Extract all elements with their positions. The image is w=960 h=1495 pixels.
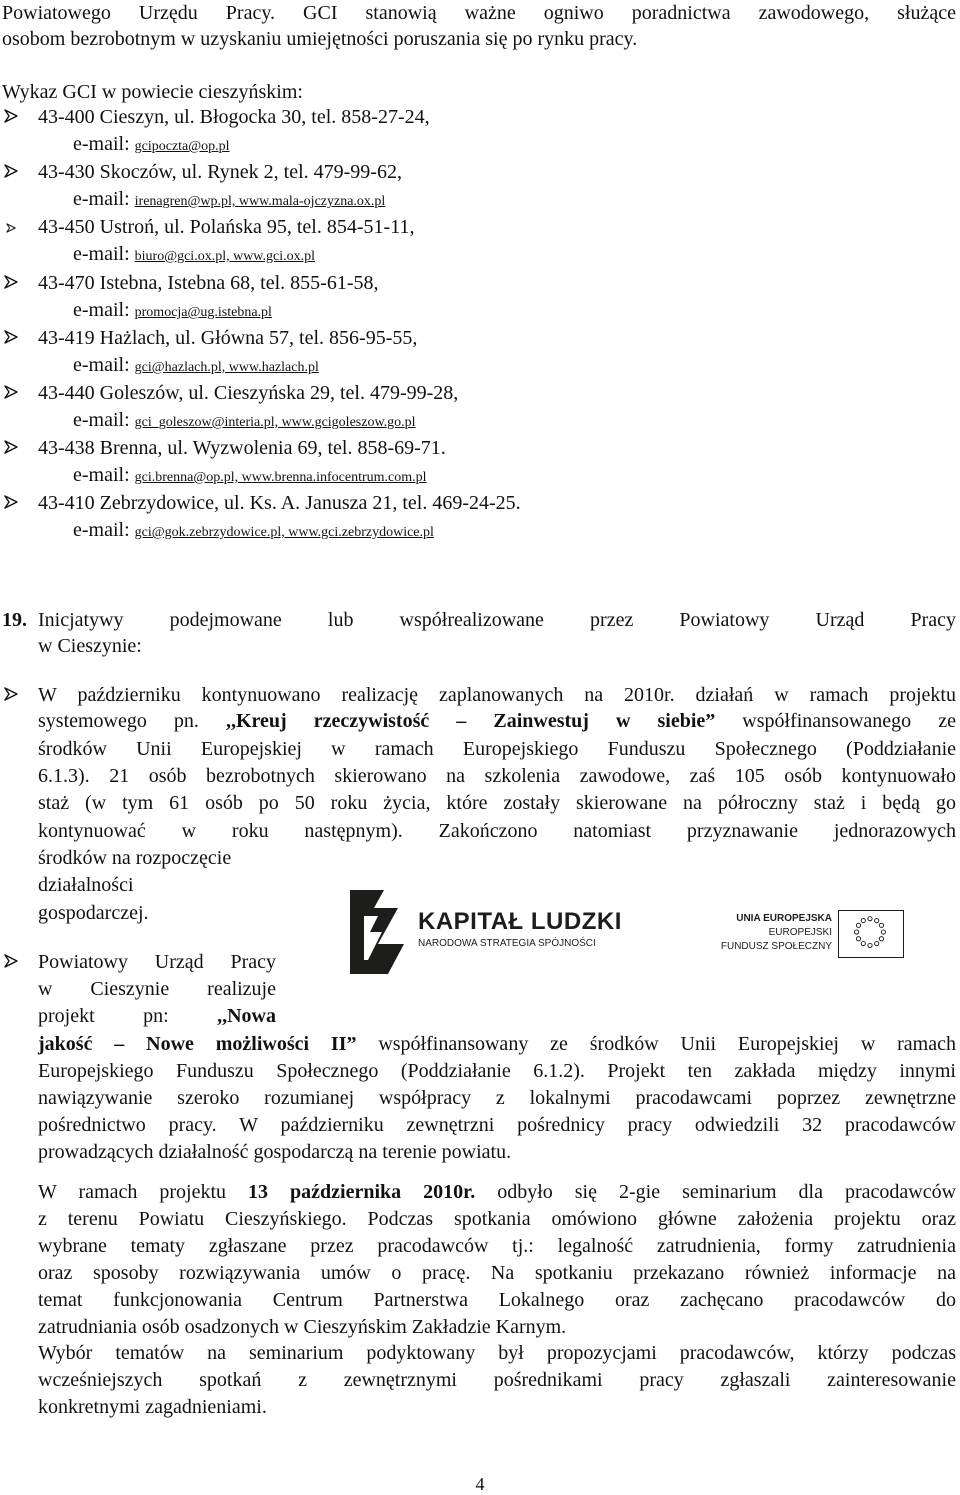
paragraph-line: Europejskiego Funduszu Społecznego (Poddziałanie 6.1.2). Projekt ten zakłada między innymi [38,1060,956,1082]
project-name: ,,Nowa [217,1005,276,1027]
paragraph-line: zatrudniania osób osadzonych w Cieszyńskim Zakładzie Karnym. [38,1316,567,1338]
email-link[interactable]: gci.brenna@op.pl, www.brenna.infocentrum.com.pl [134,470,427,485]
project-name: jakość – Nowe możliwości II” [38,1033,357,1055]
arrow-bullet-icon [3,274,19,290]
email-link[interactable]: gci@hazlach.pl, www.hazlach.pl [134,360,319,375]
eu-flag-icon [838,910,904,958]
arrow-bullet-icon [3,108,19,124]
paragraph-line: systemowego pn. ,,Kreuj rzeczywistość – Zainwestuj w siebie” współfinansowanego ze [38,710,956,732]
paragraph-line: wybrane tematy zgłaszane przez pracodawców tj.: legalność zatrudnienia, formy zatrudnienia [38,1235,956,1257]
paragraph-line: prowadzących działalność gospodarczą na terenie powiatu. [38,1141,512,1163]
paragraph-line: z terenu Powiatu Cieszyńskiego. Podczas spotkania omówiono główne założenia projektu oraz [38,1208,956,1230]
intro-line: Powiatowego Urzędu Pracy. GCI stanowią ważne ogniwo poradnictwa zawodowego, służące [2,2,956,24]
gci-contact: e-mail: gcipoczta@op.pl [73,133,230,155]
email-link[interactable]: gcipoczta@op.pl [134,139,230,154]
gci-contact: e-mail: irenagren@wp.pl, www.mala-ojczyzna.ox.pl [73,188,386,210]
kapital-subtitle: NARODOWA STRATEGIA SPÓJNOŚCI [418,938,596,949]
paragraph-line: temat funkcjonowania Centrum Partnerstwa Lokalnego oraz zachęcano pracodawców do [38,1289,956,1311]
paragraph-line: pośrednictwo pracy. W październiku zewnętrzni pośrednicy pracy odwiedzili 32 pracodawców [38,1114,956,1136]
kapital-ludzki-emblem-icon [344,886,410,978]
kapital-ludzki-logo [344,886,622,978]
arrow-bullet-icon [3,494,19,510]
eu-line: EUROPEJSKI [768,927,832,938]
gci-address: 43-470 Istebna, Istebna 68, tel. 855-61-58, [38,272,379,294]
gci-address: 43-430 Skoczów, ul. Rynek 2, tel. 479-99-62, [38,161,402,183]
email-link[interactable]: gci_goleszow@interia.pl, www.gcigoleszow.go.pl [134,415,416,430]
email-link[interactable]: irenagren@wp.pl, www.mala-ojczyzna.ox.pl [134,194,386,209]
page-number: 4 [475,1474,485,1494]
arrow-bullet-icon [5,222,16,233]
gci-contact: e-mail: gci@gok.zebrzydowice.pl, www.gci.zebrzydowice.pl [73,519,434,541]
intro-line: osobom bezrobotnym w uzyskaniu umiejętności poruszania się po rynku pracy. [2,28,638,50]
section-number: 19. [2,609,27,631]
paragraph-line: środków na rozpoczęcie [38,847,232,869]
paragraph-line: staż (w tym 61 osób po 50 roku życia, które zostały skierowane na półroczny staż i będą go [38,792,956,814]
gci-address: 43-450 Ustroń, ul. Polańska 95, tel. 854-51-11, [38,216,415,238]
kapital-title: KAPITAŁ LUDZKI [418,908,622,935]
gci-address: 43-438 Brenna, ul. Wyzwolenia 69, tel. 858-69-71. [38,437,446,459]
paragraph-line: 6.1.3). 21 osób bezrobotnych skierowano na szkolenia zawodowe, zaś 105 osób kontynuowało [38,765,956,787]
gci-contact: e-mail: gci_goleszow@interia.pl, www.gcigoleszow.go.pl [73,409,416,431]
paragraph-line: W październiku kontynuowano realizację zaplanowanych na 2010r. działań w ramach projektu [38,684,956,706]
arrow-bullet-icon [3,953,19,969]
email-link[interactable]: gci@gok.zebrzydowice.pl, www.gci.zebrzydowice.pl [134,525,434,540]
paragraph-line: działalności [38,874,134,896]
paragraph-line: Powiatowy Urząd Pracy [38,951,276,973]
gci-heading: Wykaz GCI w powiecie cieszyńskim: [2,81,303,103]
section-title: w Cieszynie: [38,635,142,657]
gci-address: 43-419 Hażlach, ul. Główna 57, tel. 856-95-55, [38,327,418,349]
eu-line: FUNDUSZ SPOŁECZNY [720,941,832,952]
paragraph-line: konkretnymi zagadnieniami. [38,1396,267,1418]
gci-contact: e-mail: gci@hazlach.pl, www.hazlach.pl [73,354,319,376]
paragraph-line: gospodarczej. [38,902,149,924]
eu-line: UNIA EUROPEJSKA [736,913,832,924]
project-name: ,,Kreuj rzeczywistość – Zainwestuj w siebie” [225,710,716,732]
paragraph-line: środków Unii Europejskiej w ramach Europejskiego Funduszu Społecznego (Poddziałanie [38,738,956,760]
paragraph-line: W ramach projektu 13 października 2010r. odbyło się 2-gie seminarium dla pracodawców [38,1181,957,1203]
arrow-bullet-icon [3,329,19,345]
arrow-bullet-icon [3,384,19,400]
eu-logo [704,908,840,964]
paragraph-line: w Cieszynie realizuje [38,978,276,1000]
arrow-bullet-icon [3,686,19,702]
event-date: 13 października 2010r. [248,1181,476,1203]
email-link[interactable]: biuro@gci.ox.pl, www.gci.ox.pl [134,249,315,264]
section-title: Inicjatywy podejmowane lub współrealizowane przez Powiatowy Urząd Pracy [38,609,956,631]
paragraph-line: Wybór tematów na seminarium podyktowany był propozycjami pracodawców, którzy podczas [38,1342,956,1364]
gci-contact: e-mail: promocja@ug.istebna.pl [73,299,272,321]
paragraph-line: jakość – Nowe możliwości II” współfinansowany ze środków Unii Europejskiej w ramach [38,1033,956,1055]
paragraph-line: nawiązywanie szeroko rozumianej współpracy z lokalnymi pracodawcami poprzez zewnętrzne [38,1087,956,1109]
gci-address: 43-400 Cieszyn, ul. Błogocka 30, tel. 858-27-24, [38,106,430,128]
gci-contact: e-mail: biuro@gci.ox.pl, www.gci.ox.pl [73,243,315,265]
paragraph-line: kontynuować w roku następnym). Zakończono natomiast przyznawanie jednorazowych [38,820,956,842]
gci-contact: e-mail: gci.brenna@op.pl, www.brenna.infocentrum.com.pl [73,464,427,486]
gci-address: 43-410 Zebrzydowice, ul. Ks. A. Janusza 21, tel. 469-24-25. [38,492,521,514]
arrow-bullet-icon [3,163,19,179]
arrow-bullet-icon [3,439,19,455]
paragraph-line: wcześniejszych spotkań z zewnętrznymi pośrednikami pracy zgłaszali zainteresowanie [38,1369,956,1391]
paragraph-line: projekt pn: ,,Nowa [38,1005,276,1027]
gci-address: 43-440 Goleszów, ul. Cieszyńska 29, tel. 479-99-28, [38,382,459,404]
email-link[interactable]: promocja@ug.istebna.pl [134,305,272,320]
paragraph-line: oraz sposoby rozwiązywania umów o pracę. Na spotkaniu przekazano również informacje na [38,1262,956,1284]
